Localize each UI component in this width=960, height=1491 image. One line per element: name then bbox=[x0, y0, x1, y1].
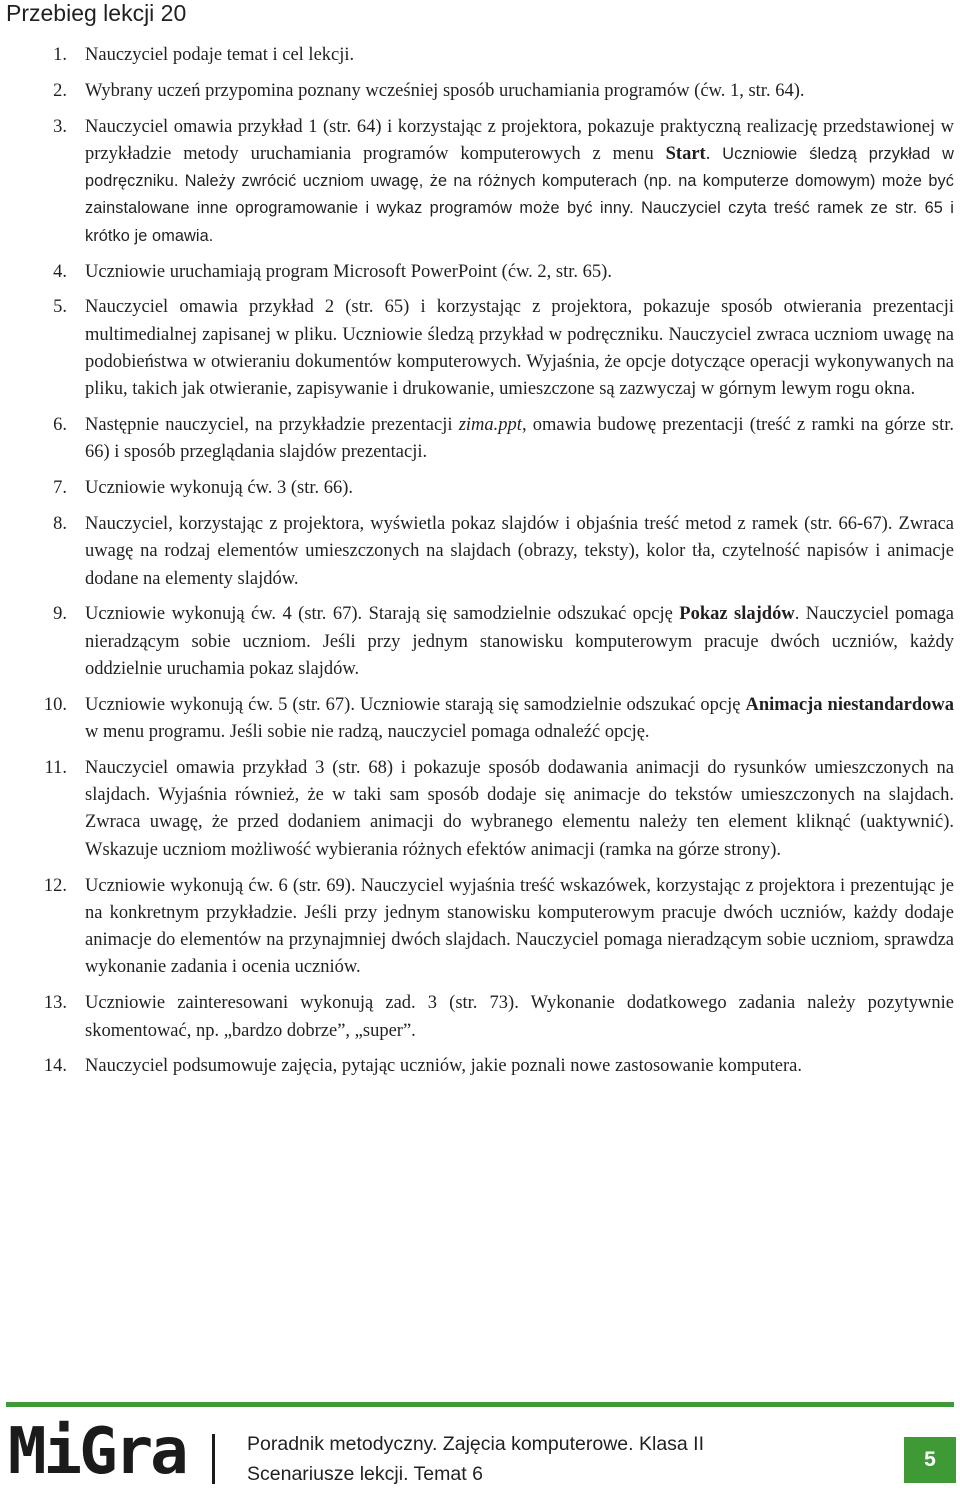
step-text: Uczniowie zainteresowani wykonują zad. 3 (str. 73). Wykonanie dodatkowego zadania należy pozytywnie skomentować, np. „bardzo dobrze”, „super”. bbox=[85, 993, 954, 1041]
publisher-logo: MiGra bbox=[8, 1415, 186, 1489]
list-item bbox=[0, 601, 960, 683]
list-item bbox=[0, 42, 960, 69]
step-number: 3. bbox=[53, 116, 67, 137]
list-item bbox=[0, 294, 960, 403]
list-item bbox=[0, 1053, 960, 1080]
step-number: 12. bbox=[43, 875, 67, 896]
step-text: Nauczyciel podsumowuje zajęcia, pytając uczniów, jakie poznali nowe zastosowanie komputera. bbox=[85, 1056, 802, 1077]
list-item bbox=[0, 990, 960, 1045]
list-item bbox=[0, 475, 960, 502]
list-item bbox=[0, 78, 960, 105]
step-number: 4. bbox=[53, 261, 67, 282]
step-number: 6. bbox=[53, 415, 67, 436]
step-number: 1. bbox=[53, 45, 67, 65]
step-text: Uczniowie wykonują ćw. 3 (str. 66). bbox=[85, 478, 354, 499]
list-item bbox=[0, 511, 960, 593]
step-text: Nauczyciel omawia przykład 3 (str. 68) i pokazuje sposób dodawania animacji do rysunków umieszczonych na slajdach. Wyjaśnia również, że w taki sam sposób dodaje się animacje do tekstów umieszczonych na slajdach. Zwraca uwagę, że przed dodaniem animacji do wybranego elementu należy ten element kliknąć (uaktywnić). Wskazuje uczniom możliwość wybierania różnych efektów animacji (ramka na górze strony). bbox=[85, 757, 954, 860]
page-number: 5 bbox=[904, 1437, 956, 1483]
step-number: 5. bbox=[53, 297, 67, 318]
page-title: Przebieg lekcji 20 bbox=[6, 0, 187, 26]
step-number: 13. bbox=[43, 993, 67, 1014]
step-text: Uczniowie wykonują ćw. 6 (str. 69). Nauczyciel wyjaśnia treść wskazówek, korzystając z projektora i prezentując je na konkretnym przykładzie. Jeśli przy jednym stanowisku komputerowym pracuje dwóch uczniów, każdy dodaje animacje do elementów na przynajmniej dwóch slajdach. Nauczyciel pomaga nieradzącym sobie uczniom, sprawdza wykonanie zadania i ocenia uczniów. bbox=[85, 875, 954, 978]
footer-section-title: Scenariusze lekcji. Temat 6 bbox=[247, 1463, 483, 1485]
step-text: Uczniowie wykonują ćw. 4 (str. 67). Starają się samodzielnie odszukać opcję Pokaz slajdów. Nauczyciel pomaga nieradzącym sobie uczniom. Jeśli przy jednym stanowisku komputerowym pracuje dwóch uczniów, każdy oddzielnie uruchamia pokaz slajdów. bbox=[85, 604, 954, 679]
list-item bbox=[0, 412, 960, 467]
step-text: Uczniowie uruchamiają program Microsoft PowerPoint (ćw. 2, str. 65). bbox=[85, 261, 612, 282]
step-text: Uczniowie wykonują ćw. 5 (str. 67). Uczniowie starają się samodzielnie odszukać opcję Animacja niestandardowa w menu programu. Jeśli sobie nie radzą, nauczyciel pomaga odnaleźć opcję. bbox=[85, 694, 954, 743]
lesson-steps-list bbox=[0, 42, 960, 1089]
list-item bbox=[0, 114, 960, 250]
step-text: Nauczyciel, korzystając z projektora, wyświetla pokaz slajdów i objaśnia treść metod z ramek (str. 66-67). Zwraca uwagę na rodzaj elementów umieszczonych na slajdach (obrazy, teksty), kolor tła, czytelność napisów i animacje dodane na elementy slajdów. bbox=[85, 513, 954, 589]
step-number: 7. bbox=[53, 478, 67, 499]
footer-divider bbox=[6, 1402, 954, 1407]
footer-book-title: Poradnik metodyczny. Zajęcia komputerowe. Klasa II bbox=[247, 1433, 705, 1455]
logo-divider bbox=[212, 1434, 215, 1484]
step-text: Nauczyciel omawia przykład 2 (str. 65) i korzystając z projektora, pokazuje sposób otwierania prezentacji multimedialnej zapisanej w pliku. Uczniowie śledzą przykład w podręczniku. Nauczyciel zwraca uczniom uwagę na podobieństwa w otwieraniu dokumentów komputerowych. Wyjaśnia, że opcje dotyczące operacji wykonywanych na pliku, takich jak otwieranie, zapisywanie i drukowanie, umieszczone są zazwyczaj w górnym lewym rogu okna. bbox=[85, 297, 954, 400]
step-text: Następnie nauczyciel, na przykładzie prezentacji zima.ppt, omawia budowę prezentacji (treść z ramki na górze str. 66) i sposób przeglądania slajdów prezentacji. bbox=[85, 415, 954, 463]
list-item bbox=[0, 259, 960, 286]
list-item bbox=[0, 755, 960, 864]
list-item bbox=[0, 692, 960, 747]
step-number: 8. bbox=[53, 513, 67, 534]
step-number: 10. bbox=[43, 694, 67, 715]
step-text: Nauczyciel podaje temat i cel lekcji. bbox=[85, 45, 355, 65]
step-text: Wybrany uczeń przypomina poznany wcześniej sposób uruchamiania programów (ćw. 1, str. 64). bbox=[85, 80, 805, 101]
step-number: 14. bbox=[43, 1056, 67, 1077]
step-number: 2. bbox=[53, 80, 67, 101]
step-text: Nauczyciel omawia przykład 1 (str. 64) i korzystając z projektora, pokazuje praktyczną realizację przedstawionej w przykładzie metody uruchamiania programów komputerowych z menu Start. Uczniowie śledzą przykład w podręczniku. Należy zwrócić uczniom uwagę, że na różnych komputerach (np. na komputerze domowym) może być zainstalowane inne oprogramowanie i wykaz programów może być inny. Nauczyciel czyta treść ramek ze str. 65 i krótko je omawia. bbox=[85, 116, 954, 245]
step-number: 9. bbox=[53, 604, 67, 625]
list-item bbox=[0, 873, 960, 982]
step-number: 11. bbox=[44, 757, 67, 778]
